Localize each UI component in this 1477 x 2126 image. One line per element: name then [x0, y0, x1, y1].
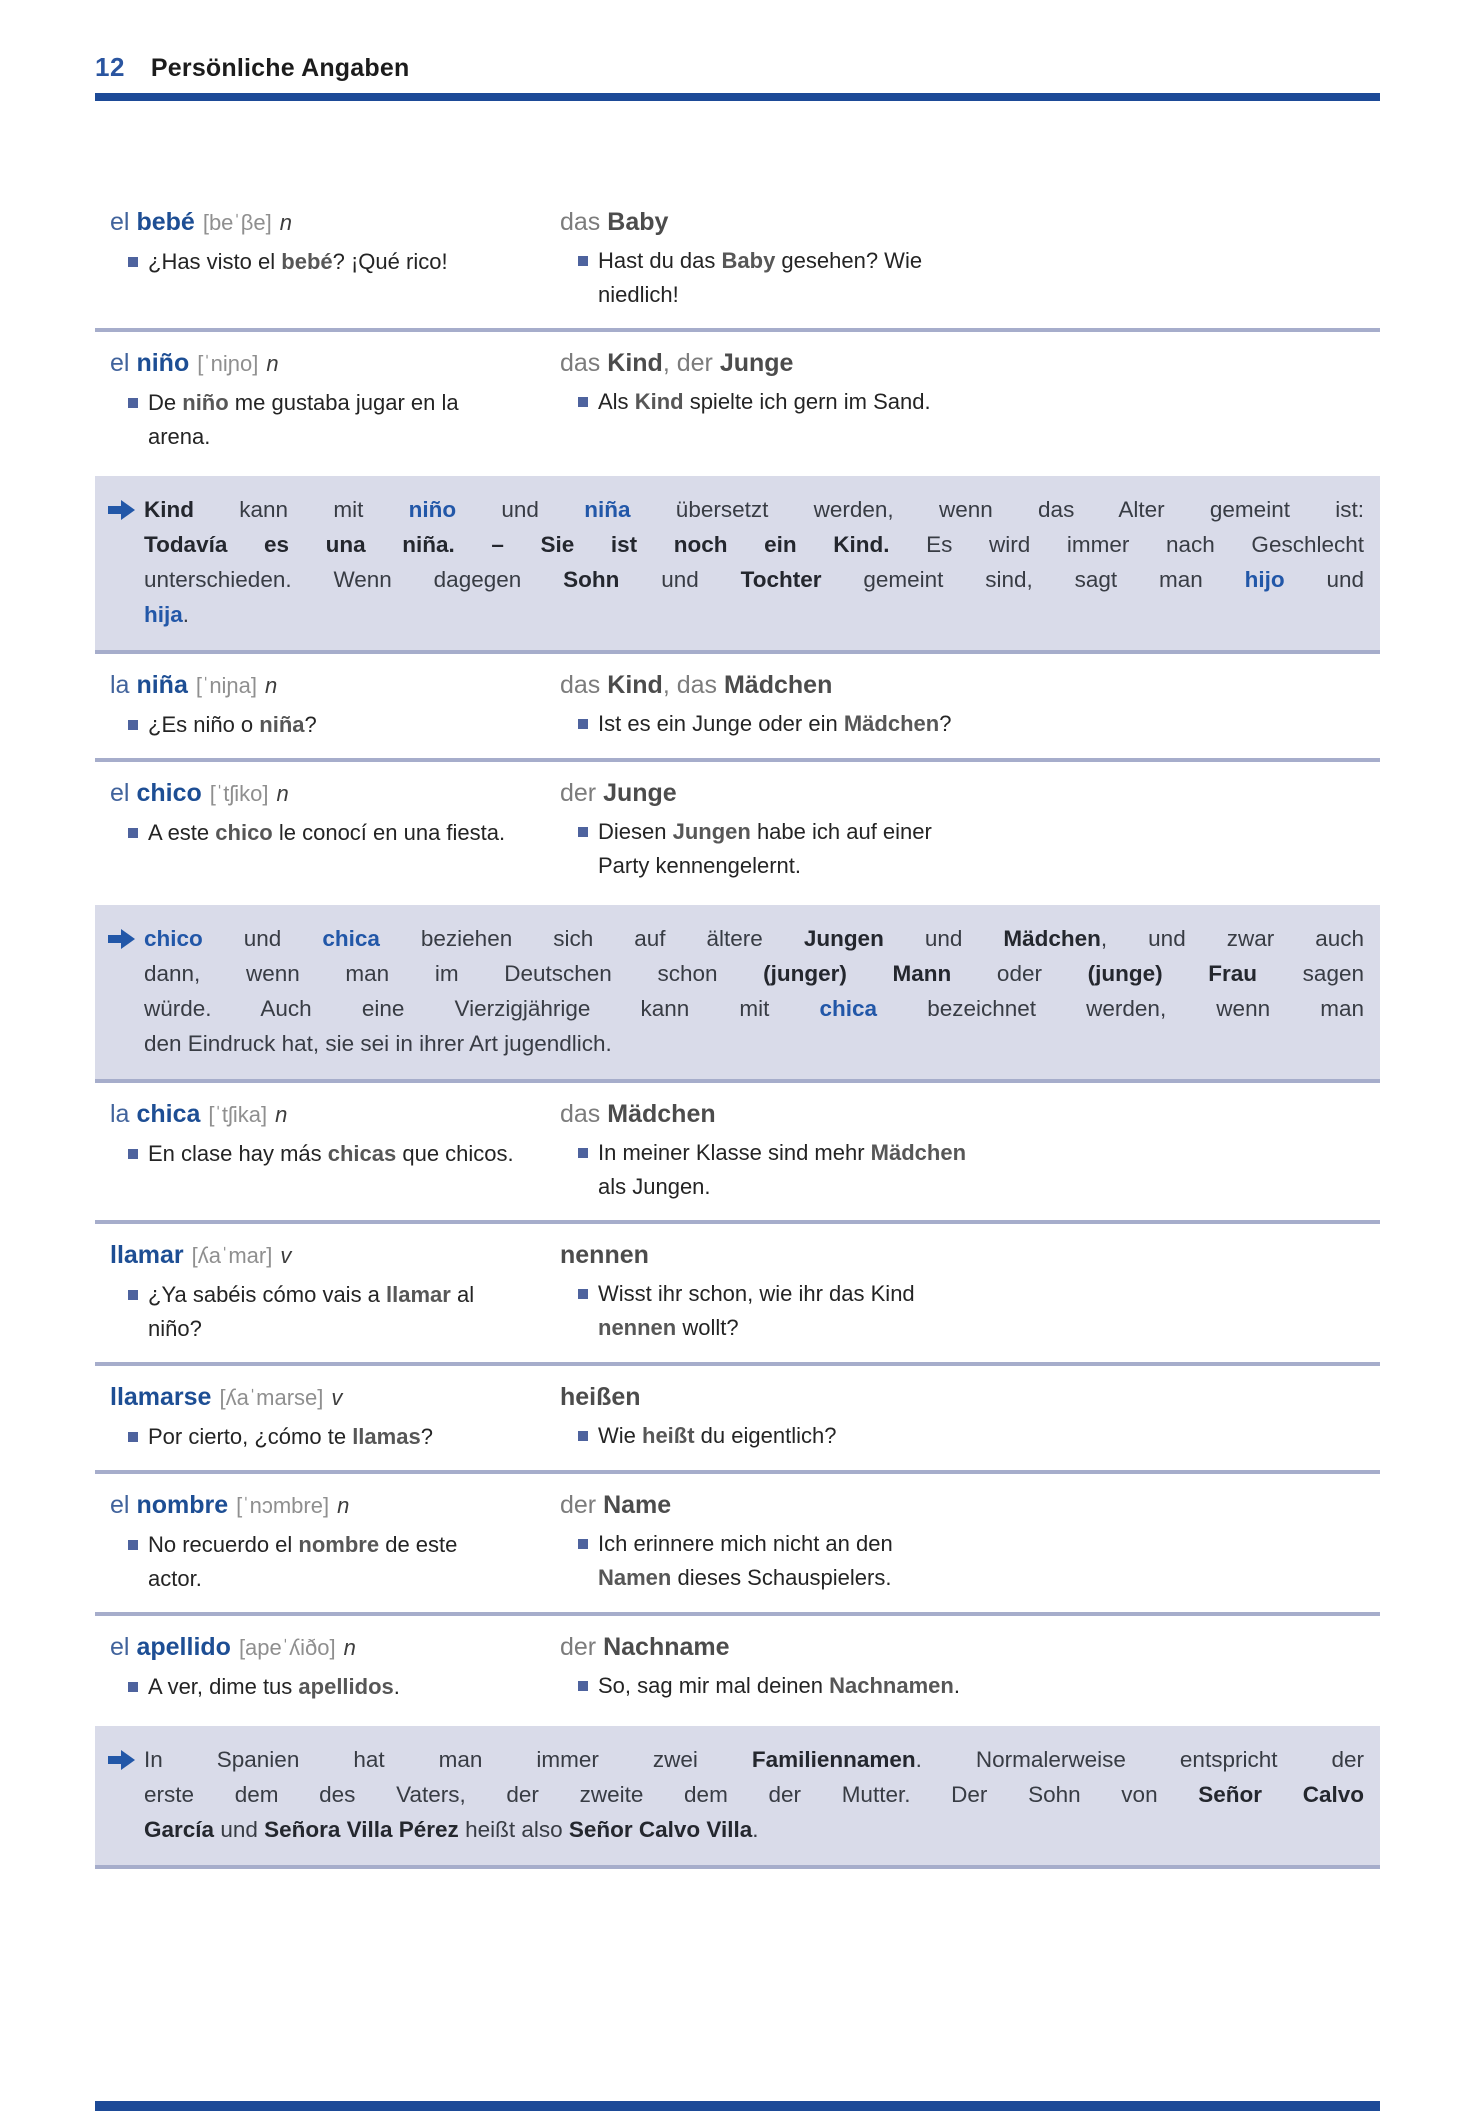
- page-content: [95, 0, 1380, 1869]
- es-headword-line: [110, 1488, 545, 1523]
- es-headword-line: [110, 668, 545, 703]
- phonetic-transcription: [ˈtʃiko]: [209, 781, 269, 806]
- es-headword: niña: [136, 671, 188, 699]
- de-example: [578, 1669, 1000, 1703]
- es-example-text: A ver, dime tus apellidos.: [148, 1674, 400, 1699]
- part-of-speech: n: [266, 351, 279, 376]
- de-example-text: Ich erinnere mich nicht an den Namen dieses Schauspielers.: [598, 1531, 893, 1590]
- german-column: [560, 668, 1000, 742]
- arrow-right-icon: [108, 1750, 135, 1847]
- es-article: el: [110, 1491, 130, 1519]
- part-of-speech: v: [280, 1243, 292, 1268]
- part-of-speech: n: [276, 781, 289, 806]
- bullet-square-icon: [128, 1682, 138, 1692]
- bullet-square-icon: [578, 719, 588, 729]
- entry-apellido: [95, 1616, 1380, 1720]
- es-headword: apellido: [136, 1633, 231, 1661]
- phonetic-transcription: [ˈtʃika]: [208, 1102, 268, 1127]
- es-example: [128, 708, 545, 742]
- usage-note-chico-chica: [95, 905, 1380, 1079]
- de-example-text: Hast du das Baby gesehen? Wie niedlich!: [598, 248, 923, 307]
- es-example: [128, 1137, 545, 1171]
- part-of-speech: n: [265, 673, 278, 698]
- es-example-text: No recuerdo el nombre de este actor.: [148, 1532, 458, 1591]
- entry-nombre: [95, 1474, 1380, 1612]
- es-headword-line: [110, 1380, 545, 1415]
- de-example: [578, 815, 1000, 883]
- entry-nino: [95, 332, 1380, 470]
- spanish-column: [110, 1238, 545, 1346]
- usage-note-kind: [95, 476, 1380, 650]
- es-headword: chico: [136, 779, 202, 807]
- de-headword-line: das Kind, das Mädchen: [560, 671, 833, 699]
- page-header: [95, 0, 1380, 83]
- de-example: [578, 385, 1000, 419]
- de-example-text: So, sag mir mal deinen Nachnamen.: [598, 1673, 960, 1698]
- usage-note-familiennamen: [95, 1726, 1380, 1865]
- bullet-square-icon: [578, 1539, 588, 1549]
- es-example-text: Por cierto, ¿cómo te llamas?: [148, 1424, 433, 1449]
- bullet-square-icon: [578, 1289, 588, 1299]
- es-example-text: De niño me gustaba jugar en la arena.: [148, 390, 459, 449]
- footer-rule: [95, 2101, 1380, 2111]
- entry-nina: [95, 654, 1380, 758]
- es-headword-line: [110, 205, 545, 240]
- es-article: el: [110, 349, 130, 377]
- es-example: [128, 245, 545, 279]
- es-headword: niño: [136, 349, 190, 377]
- de-example-text: Diesen Jungen habe ich auf einer Party kennengelernt.: [598, 819, 932, 878]
- de-headword-line: das Kind, der Junge: [560, 349, 794, 377]
- de-example: [578, 1419, 1000, 1453]
- bullet-square-icon: [578, 1148, 588, 1158]
- entry-llamar: [95, 1224, 1380, 1362]
- de-headword-line: nennen: [560, 1241, 649, 1269]
- page-number: 12: [95, 52, 125, 82]
- arrow-right-icon: [108, 929, 135, 1061]
- de-example-text: Wisst ihr schon, wie ihr das Kind nennen wollt?: [598, 1281, 915, 1340]
- bullet-square-icon: [128, 1540, 138, 1550]
- es-headword: nombre: [136, 1491, 229, 1519]
- es-example-text: ¿Ya sabéis cómo vais a llamar al niño?: [148, 1282, 475, 1341]
- de-example-text: Ist es ein Junge oder ein Mädchen?: [598, 711, 952, 736]
- de-example: [578, 1527, 1000, 1595]
- de-headword-line: der Junge: [560, 779, 677, 807]
- phonetic-transcription: [ˈnɔmbre]: [236, 1493, 330, 1518]
- bullet-square-icon: [128, 398, 138, 408]
- spanish-column: [110, 1488, 545, 1596]
- german-column: [560, 205, 1000, 312]
- phonetic-transcription: [beˈβe]: [202, 210, 272, 235]
- es-example-text: ¿Has visto el bebé? ¡Qué rico!: [148, 249, 448, 274]
- header-rule: [95, 93, 1380, 101]
- entry-llamarse: [95, 1366, 1380, 1470]
- de-headword-line: das Mädchen: [560, 1100, 716, 1128]
- es-headword: llamarse: [110, 1383, 212, 1411]
- es-headword-line: [110, 1630, 545, 1665]
- bullet-square-icon: [128, 828, 138, 838]
- german-column: [560, 1630, 1000, 1704]
- german-column: [560, 1380, 1000, 1454]
- es-headword: bebé: [136, 208, 195, 236]
- bullet-square-icon: [578, 397, 588, 407]
- es-article: el: [110, 779, 130, 807]
- spanish-column: [110, 346, 545, 454]
- es-headword-line: [110, 1238, 545, 1273]
- bullet-square-icon: [578, 1681, 588, 1691]
- bullet-square-icon: [578, 827, 588, 837]
- es-headword: llamar: [110, 1241, 184, 1269]
- de-example: [578, 707, 1000, 741]
- es-example: [128, 1528, 545, 1596]
- part-of-speech: n: [343, 1635, 356, 1660]
- phonetic-transcription: [apeˈʎiðo]: [238, 1635, 336, 1660]
- spanish-column: [110, 205, 545, 312]
- de-example: [578, 1277, 1000, 1345]
- part-of-speech: v: [331, 1385, 343, 1410]
- note-text: Kind kann mit niño und niña übersetzt werden, wenn das Alter gemeint ist: Todavía es una niña. – Sie ist noch ein Kind. Es wird immer nach Geschlecht unterschieden. Wenn dagegen Sohn und Tochter gemeint sind, sagt man hijo und hija.: [144, 497, 1364, 627]
- es-example: [128, 1420, 545, 1454]
- bullet-square-icon: [128, 720, 138, 730]
- es-headword-line: [110, 1097, 545, 1132]
- de-headword-line: das Baby: [560, 208, 669, 236]
- es-example: [128, 386, 545, 454]
- part-of-speech: n: [275, 1102, 288, 1127]
- de-headword-line: der Nachname: [560, 1633, 730, 1661]
- header-gap: [95, 101, 1380, 191]
- de-example-text: In meiner Klasse sind mehr Mädchen als Jungen.: [598, 1140, 967, 1199]
- de-headword-line: der Name: [560, 1491, 672, 1519]
- spanish-column: [110, 776, 545, 883]
- phonetic-transcription: [ˈniɲo]: [197, 351, 259, 376]
- es-article: el: [110, 1633, 130, 1661]
- phonetic-transcription: [ʎaˈmar]: [191, 1243, 273, 1268]
- note-text: In Spanien hat man immer zwei Familiennamen. Normalerweise entspricht der erste dem des Vaters, der zweite dem der Mutter. Der Sohn von Señor Calvo García und Señora Villa Pérez heißt also Señor Calvo Villa.: [144, 1747, 1364, 1842]
- arrow-right-icon: [108, 500, 135, 632]
- de-example-text: Als Kind spielte ich gern im Sand.: [598, 389, 931, 414]
- de-example: [578, 1136, 1000, 1204]
- german-column: [560, 1097, 1000, 1204]
- es-example-text: ¿Es niño o niña?: [148, 712, 317, 737]
- german-column: [560, 1488, 1000, 1596]
- bullet-square-icon: [128, 257, 138, 267]
- note-text: chico und chica beziehen sich auf ältere Jungen und Mädchen, und zwar auch dann, wenn man im Deutschen schon (junger) Mann oder (junge) Frau sagen würde. Auch eine Vierzigjährige kann mit chica bezeichnet werden, wenn man den Eindruck hat, sie sei in ihrer Art jugendlich.: [144, 926, 1365, 1056]
- es-article: el: [110, 208, 130, 236]
- es-article: la: [110, 671, 130, 699]
- bullet-square-icon: [128, 1432, 138, 1442]
- page-title: Persönliche Angaben: [150, 54, 410, 82]
- de-example-text: Wie heißt du eigentlich?: [598, 1423, 837, 1448]
- entry-bebe: [95, 191, 1380, 328]
- de-headword-line: heißen: [560, 1383, 641, 1411]
- german-column: [560, 346, 1000, 454]
- spanish-column: [110, 1630, 545, 1704]
- bullet-square-icon: [128, 1290, 138, 1300]
- es-headword-line: [110, 776, 545, 811]
- es-headword: chica: [136, 1100, 201, 1128]
- spanish-column: [110, 668, 545, 742]
- bullet-square-icon: [578, 1431, 588, 1441]
- es-example-text: En clase hay más chicas que chicos.: [148, 1141, 514, 1166]
- part-of-speech: n: [279, 210, 292, 235]
- entry-chica: [95, 1083, 1380, 1220]
- phonetic-transcription: [ʎaˈmarse]: [219, 1385, 324, 1410]
- es-example: [128, 1670, 545, 1704]
- spanish-column: [110, 1380, 545, 1454]
- es-example-text: A este chico le conocí en una fiesta.: [148, 820, 506, 845]
- phonetic-transcription: [ˈniɲa]: [195, 673, 258, 698]
- bullet-square-icon: [128, 1149, 138, 1159]
- part-of-speech: n: [337, 1493, 350, 1518]
- entry-chico: [95, 762, 1380, 899]
- es-article: la: [110, 1100, 130, 1128]
- es-example: [128, 1278, 545, 1346]
- es-headword-line: [110, 346, 545, 381]
- de-example: [578, 244, 1000, 312]
- row-divider: [95, 1865, 1380, 1869]
- spanish-column: [110, 1097, 545, 1204]
- es-example: [128, 816, 545, 850]
- german-column: [560, 1238, 1000, 1346]
- german-column: [560, 776, 1000, 883]
- bullet-square-icon: [578, 256, 588, 266]
